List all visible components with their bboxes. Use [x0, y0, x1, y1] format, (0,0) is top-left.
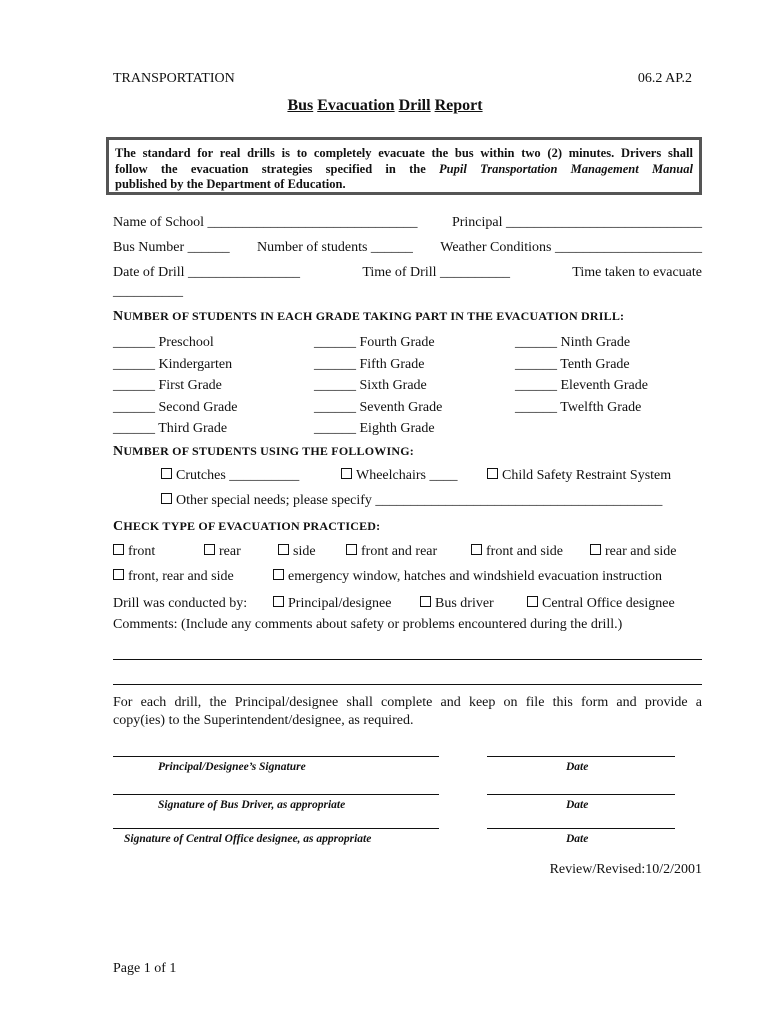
grade-eleventh[interactable]: ______ Eleventh Grade: [515, 378, 648, 393]
comment-line-2[interactable]: [113, 668, 702, 685]
checkbox-icon[interactable]: [527, 596, 538, 607]
notice-line-2: follow the evacuation strategies specified in the Pupil Transportation Management Manual: [115, 161, 693, 176]
grade-preschool[interactable]: ______ Preschool: [113, 335, 214, 350]
instructions-paragraph: For each drill, the Principal/designee shall complete and keep on file this form and provide a copy(ies) to the Superintendent/designee, as required.: [113, 695, 702, 728]
evacuation-type-section-heading: CHECK TYPE OF EVACUATION PRACTICED:: [113, 519, 381, 534]
principal-signature-label: Principal/Designee’s Signature: [158, 761, 306, 773]
checkbox-icon[interactable]: [420, 596, 431, 607]
evac-rear-side-option[interactable]: rear and side: [590, 544, 677, 560]
comment-line-1[interactable]: [113, 643, 702, 660]
grade-kindergarten[interactable]: ______ Kindergarten: [113, 356, 233, 372]
drill-time-row: [113, 265, 702, 281]
crutches-option[interactable]: Crutches __________: [161, 468, 299, 484]
grade-fifth[interactable]: ______ Fifth Grade: [314, 356, 425, 372]
checkbox-icon[interactable]: [278, 544, 289, 555]
evac-rear-option[interactable]: rear: [204, 544, 241, 560]
school-name-field[interactable]: Name of School ______________________________: [113, 215, 418, 230]
time-taken-label: Time taken to evacuate: [572, 265, 702, 280]
special-needs-section-heading: NUMBER OF STUDENTS USING THE FOLLOWING:: [113, 444, 414, 459]
grade-tenth[interactable]: ______ Tenth Grade: [515, 356, 630, 372]
checkbox-icon[interactable]: [273, 569, 284, 580]
evac-front-rear-side-option[interactable]: front, rear and side: [113, 569, 234, 585]
conducted-central-office-option[interactable]: Central Office designee: [527, 596, 675, 612]
checkbox-icon[interactable]: [161, 468, 172, 479]
number-of-students-field[interactable]: Number of students ______: [256, 240, 413, 255]
bus-row: [113, 240, 702, 256]
central-office-signature-line[interactable]: [113, 828, 439, 829]
bus-driver-signature-label: Signature of Bus Driver, as appropriate: [158, 799, 346, 811]
conducted-principal-option[interactable]: Principal/designee: [273, 596, 391, 612]
grade-first[interactable]: ______ First Grade: [113, 378, 222, 393]
checkbox-icon[interactable]: [346, 544, 357, 555]
checkbox-icon[interactable]: [471, 544, 482, 555]
principal-signature-line[interactable]: [113, 756, 439, 757]
checkbox-icon[interactable]: [487, 468, 498, 479]
central-office-signature-label: Signature of Central Office designee, as appropriate: [124, 833, 372, 845]
time-of-drill-field[interactable]: Time of Drill __________: [362, 265, 510, 280]
checkbox-icon[interactable]: [273, 596, 284, 607]
central-office-date-line[interactable]: [487, 828, 675, 829]
conducted-driver-option[interactable]: Bus driver: [420, 596, 494, 612]
time-taken-field[interactable]: __________: [113, 284, 183, 299]
weather-conditions-field[interactable]: Weather Conditions _____________________: [440, 240, 702, 255]
grade-twelfth[interactable]: ______ Twelfth Grade: [515, 399, 642, 415]
date-label: Date: [566, 761, 589, 773]
child-safety-restraint-option[interactable]: Child Safety Restraint System: [487, 468, 671, 484]
school-row: [113, 215, 702, 231]
grade-fourth[interactable]: ______ Fourth Grade: [314, 335, 435, 350]
policy-code: 06.2 AP.2: [637, 71, 692, 86]
principal-date-line[interactable]: [487, 756, 675, 757]
revision-date: Review/Revised:10/2/2001: [549, 862, 702, 877]
grade-sixth[interactable]: ______ Sixth Grade: [314, 378, 427, 393]
checkbox-icon[interactable]: [204, 544, 215, 555]
grade-ninth[interactable]: ______ Ninth Grade: [515, 335, 631, 350]
checkbox-icon[interactable]: [590, 544, 601, 555]
evac-front-rear-option[interactable]: front and rear: [346, 544, 437, 560]
bus-driver-signature-line[interactable]: [113, 794, 439, 795]
grade-eighth[interactable]: ______ Eighth Grade: [314, 421, 435, 436]
notice-line-1: The standard for real drills is to completely evacuate the bus within two (2) minutes. Drivers shall: [115, 146, 693, 160]
grade-third[interactable]: ______ Third Grade: [113, 421, 228, 436]
page-title: Bus Evacuation Drill Report: [287, 97, 483, 114]
grade-seventh[interactable]: ______ Seventh Grade: [314, 399, 443, 415]
date-label: Date: [566, 833, 589, 845]
grades-column-1: [113, 332, 237, 440]
date-label: Date: [566, 799, 589, 811]
wheelchairs-option[interactable]: Wheelchairs ____: [341, 468, 457, 484]
checkbox-icon[interactable]: [113, 569, 124, 580]
checkbox-icon[interactable]: [341, 468, 352, 479]
notice-line-3: published by the Department of Education.: [115, 177, 346, 191]
evac-side-option[interactable]: side: [278, 544, 316, 560]
checkbox-icon[interactable]: [161, 493, 172, 504]
section-header: TRANSPORTATION: [113, 71, 235, 86]
comments-label: Comments: (Include any comments about safety or problems encountered during the drill.): [113, 617, 623, 632]
date-of-drill-field[interactable]: Date of Drill ________________: [113, 265, 301, 280]
evac-front-option[interactable]: front: [113, 544, 155, 560]
evac-emergency-option[interactable]: emergency window, hatches and windshield evacuation instruction: [273, 569, 662, 585]
principal-field[interactable]: Principal ____________________________: [451, 215, 702, 230]
bus-driver-date-line[interactable]: [487, 794, 675, 795]
conducted-by-label: Drill was conducted by:: [113, 596, 248, 611]
standard-notice-box: [106, 137, 702, 195]
grades-column-3: [515, 332, 648, 418]
grade-second[interactable]: ______ Second Grade: [113, 399, 238, 415]
bus-number-field[interactable]: Bus Number ______: [113, 240, 230, 255]
evac-front-side-option[interactable]: front and side: [471, 544, 563, 560]
other-special-needs-option[interactable]: Other special needs; please specify _________________________________________: [161, 493, 662, 509]
grades-section-heading: NUMBER OF STUDENTS IN EACH GRADE TAKING PART IN THE EVACUATION DRILL:: [113, 309, 625, 324]
checkbox-icon[interactable]: [113, 544, 124, 555]
page-number: Page 1 of 1: [113, 961, 177, 976]
grades-column-2: [314, 332, 442, 440]
